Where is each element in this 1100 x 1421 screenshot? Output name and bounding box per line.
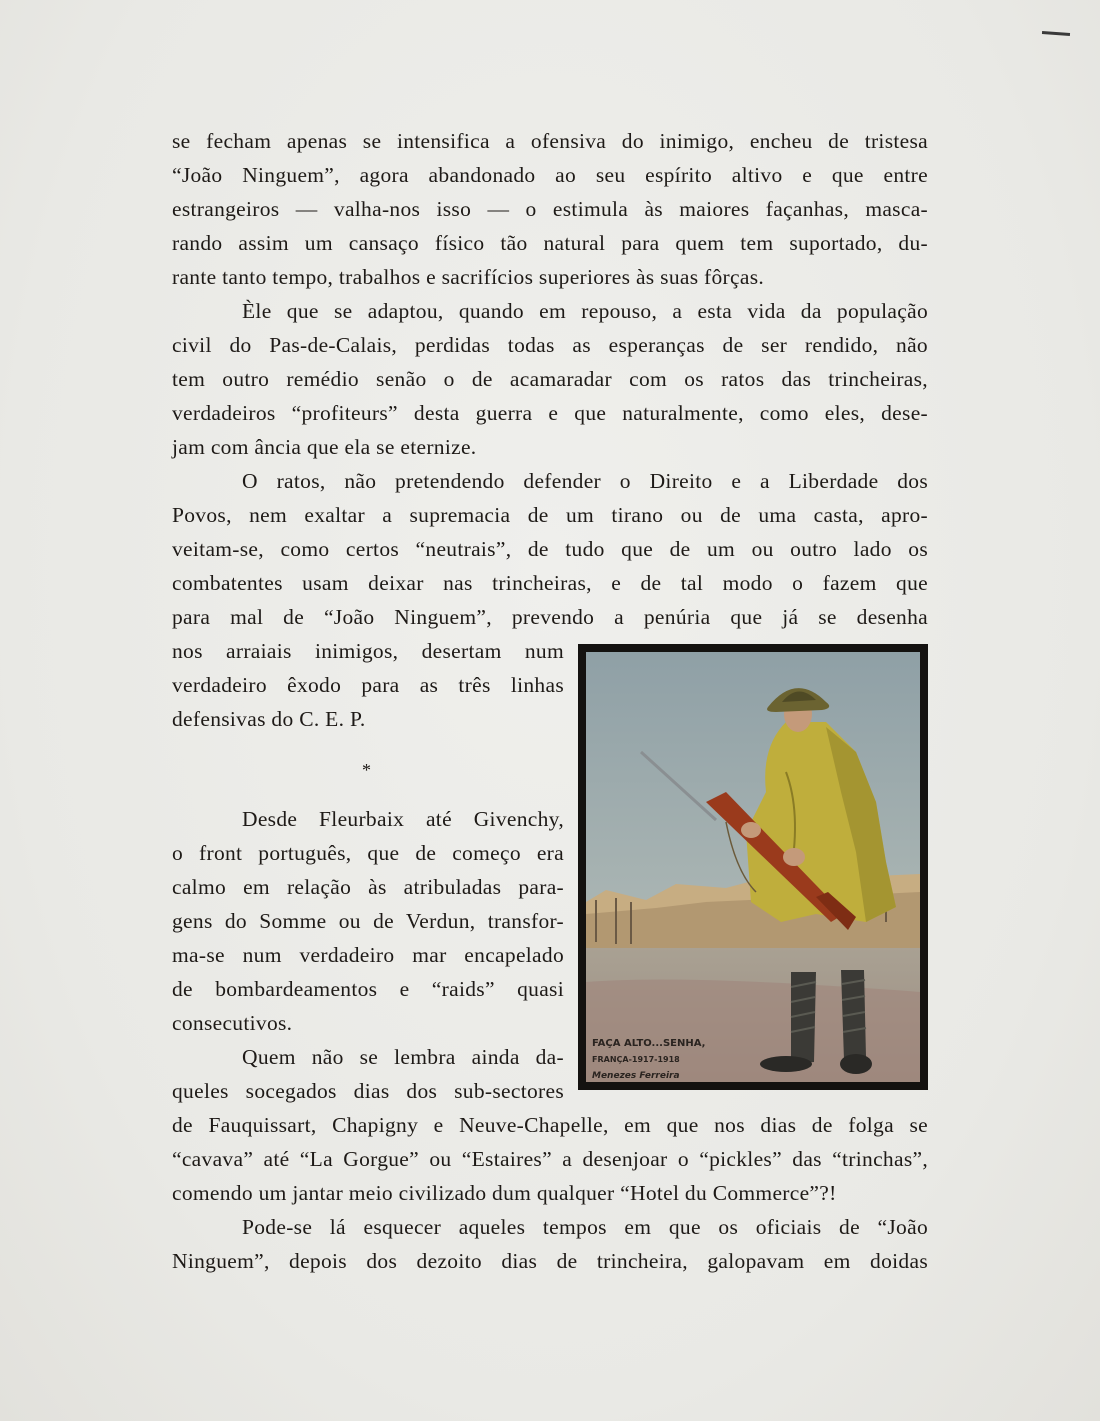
text-line: verdadeiro êxodo para as três linhas bbox=[172, 673, 564, 697]
text-line: combatentes usam deixar nas trincheiras, e de tal modo o fazem que bbox=[172, 571, 928, 595]
text-line: “cavava” até “La Gorgue” ou “Estaires” a desenjoar o “pickles” das “trinchas”, bbox=[172, 1147, 928, 1171]
text-line: civil do Pas-de-Calais, perdidas todas as esperanças de ser rendido, não bbox=[172, 333, 928, 357]
page-edge-mark bbox=[1042, 31, 1070, 36]
text-line: Èle que se adaptou, quando em repouso, a esta vida da população bbox=[242, 299, 928, 323]
text-line: o front português, que de começo era bbox=[172, 841, 564, 865]
illustration-signature: Menezes Ferreira bbox=[592, 1071, 680, 1081]
text-line: calmo em relação às atribuladas para- bbox=[172, 875, 564, 899]
text-line: comendo um jantar meio civilizado dum qualquer “Hotel du Commerce”?! bbox=[172, 1181, 837, 1205]
text-line: queles socegados dias dos sub-sectores bbox=[172, 1079, 564, 1103]
text-line: rando assim um cansaço físico tão natural para quem tem suportado, du- bbox=[172, 231, 928, 255]
text-line: Quem não se lembra ainda da- bbox=[242, 1045, 564, 1069]
soldier-illustration bbox=[578, 644, 928, 1090]
text-line: ma-se num verdadeiro mar encapelado bbox=[172, 943, 564, 967]
text-line: jam com ância que ela se eternize. bbox=[172, 435, 477, 459]
text-line: “João Ninguem”, agora abandonado ao seu espírito altivo e que entre bbox=[172, 163, 928, 187]
hand bbox=[741, 822, 761, 838]
text-line: se fecham apenas se intensifica a ofensiva do inimigo, encheu de tristesa bbox=[172, 129, 928, 153]
illustration-date: FRANÇA-1917-1918 bbox=[592, 1055, 680, 1064]
illustration-artwork bbox=[586, 652, 920, 1082]
text-block-bottom bbox=[172, 1108, 928, 1278]
text-line: defensivas do C. E. P. bbox=[172, 707, 366, 731]
text-block-narrow-1 bbox=[172, 634, 564, 736]
text-line: verdadeiros “profiteurs” desta guerra e que naturalmente, como eles, dese- bbox=[172, 401, 928, 425]
text-line: de Fauquissart, Chapigny e Neuve-Chapelle, em que nos dias de folga se bbox=[172, 1113, 928, 1137]
text-line: Desde Fleurbaix até Givenchy, bbox=[242, 807, 564, 831]
text-line: rante tanto tempo, trabalhos e sacrifícios superiores às suas fôrças. bbox=[172, 265, 765, 289]
text-line: nos arraiais inimigos, desertam num bbox=[172, 639, 564, 663]
text-line: Ninguem”, depois dos dezoito dias de trincheira, galopavam em doidas bbox=[172, 1249, 928, 1273]
text-line: Pode-se lá esquecer aqueles tempos em que os oficiais de “João bbox=[242, 1215, 928, 1239]
text-line: consecutivos. bbox=[172, 1011, 293, 1035]
section-separator: * bbox=[362, 760, 371, 780]
text-line: O ratos, não pretendendo defender o Direito e a Liberdade dos bbox=[242, 469, 928, 493]
text-block-top bbox=[172, 124, 928, 634]
hand bbox=[783, 848, 805, 866]
text-line: veitam-se, como certos “neutrais”, de tudo que de um ou outro lado os bbox=[172, 537, 928, 561]
text-line: estrangeiros — valha-nos isso — o estimula às maiores façanhas, masca- bbox=[172, 197, 928, 221]
text-line: Povos, nem exaltar a supremacia de um tirano ou de uma casta, apro- bbox=[172, 503, 928, 527]
text-line: de bombardeamentos e “raids” quasi bbox=[172, 977, 564, 1001]
text-line: tem outro remédio senão o de acamaradar com os ratos das trincheiras, bbox=[172, 367, 928, 391]
text-line: gens do Somme ou de Verdun, transfor- bbox=[172, 909, 564, 933]
text-block-narrow-2 bbox=[172, 802, 564, 1108]
illustration-caption: FAÇA ALTO...SENHA, bbox=[592, 1038, 706, 1049]
text-line: para mal de “João Ninguem”, prevendo a penúria que já se desenha bbox=[172, 605, 928, 629]
